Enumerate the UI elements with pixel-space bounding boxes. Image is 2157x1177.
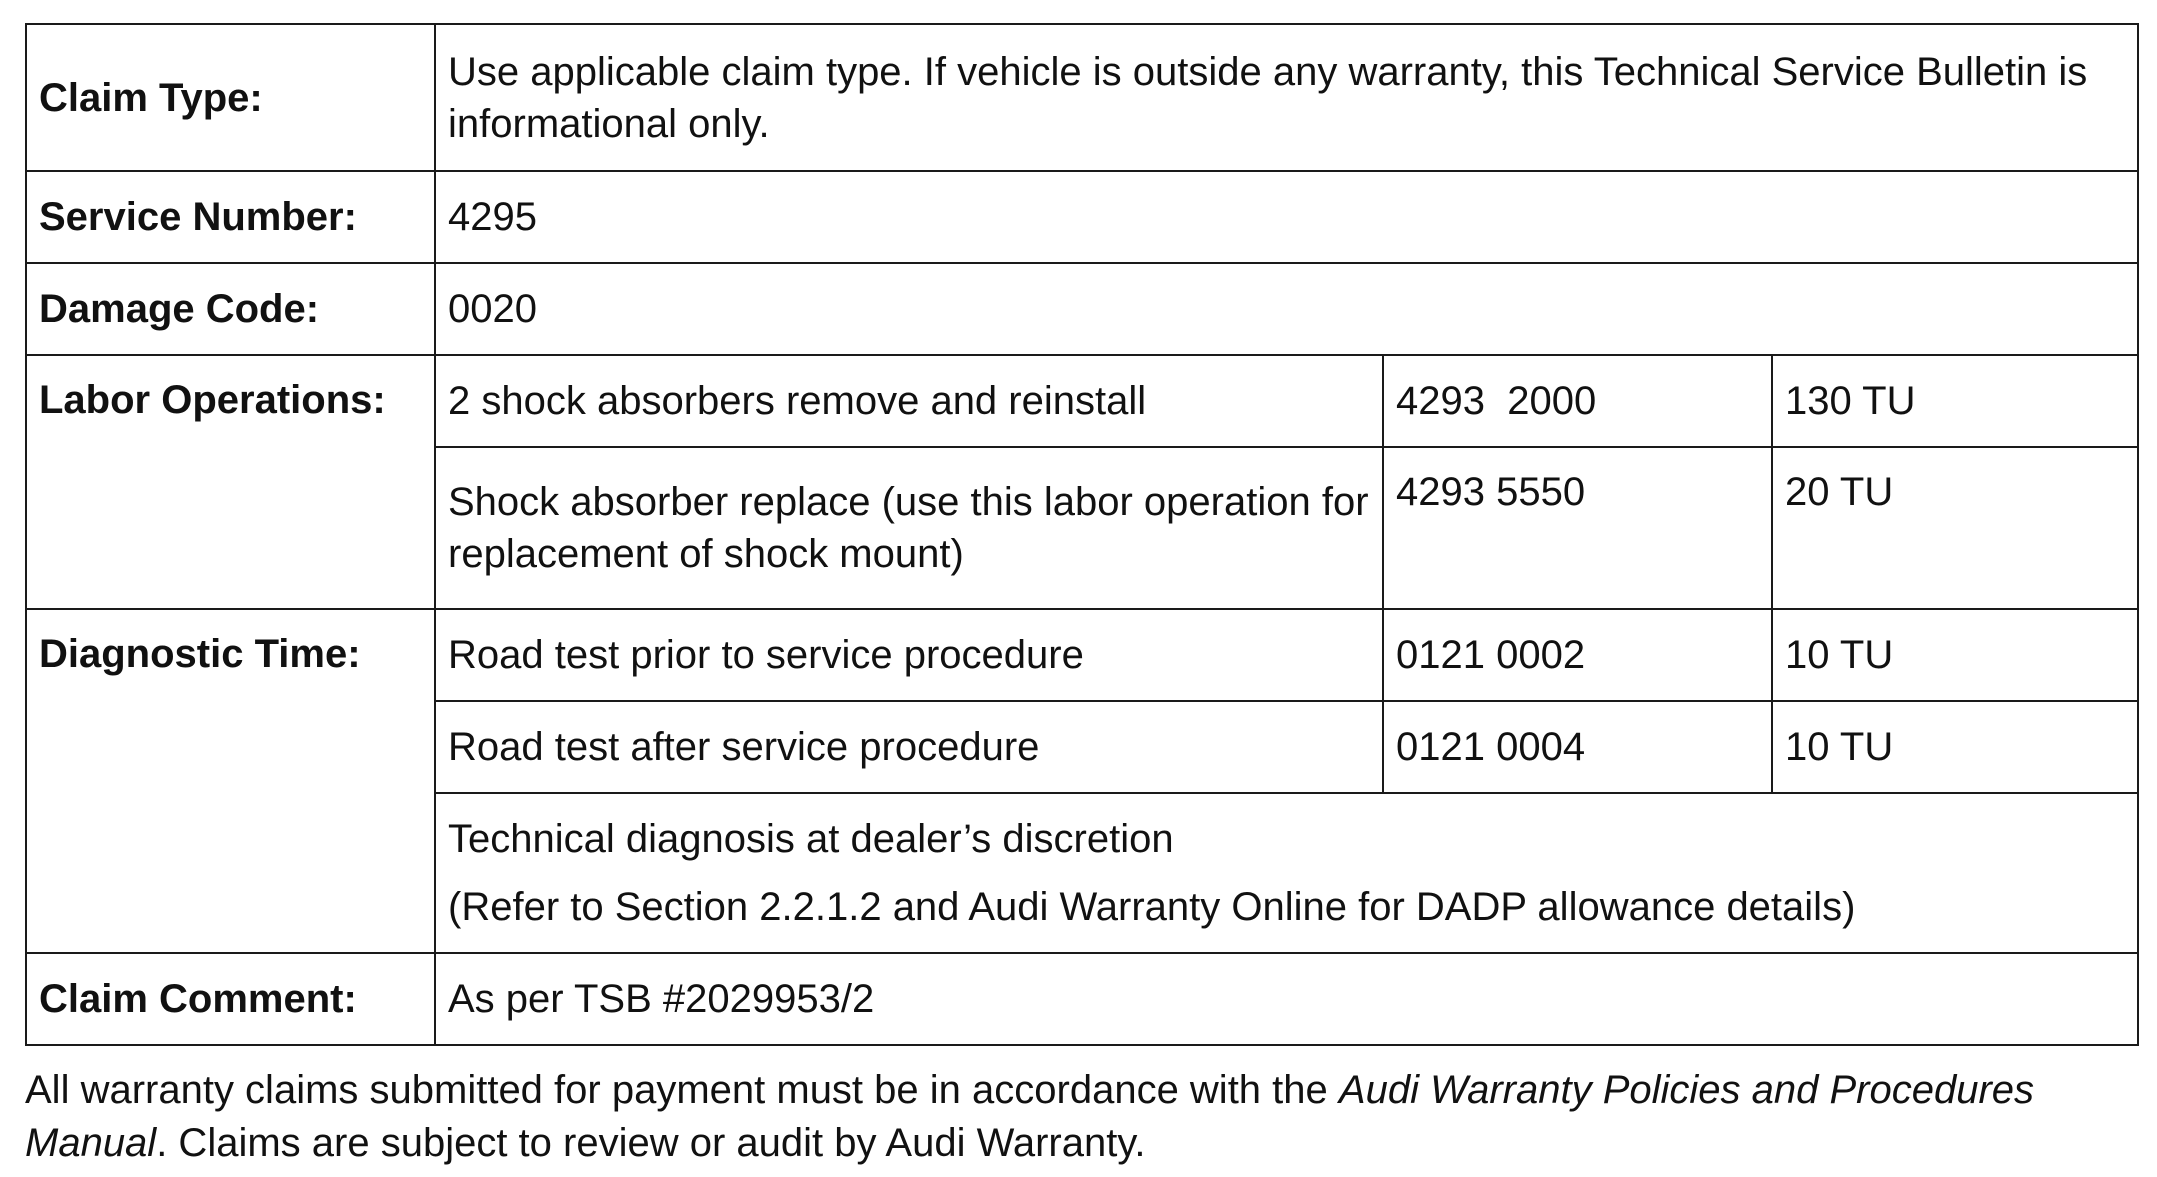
labor-operation-description: 2 shock absorbers remove and reinstall — [435, 355, 1383, 447]
claim-type-value: Use applicable claim type. If vehicle is outside any warranty, this Technical Service Bulletin is informational only. — [435, 24, 2138, 171]
service-number-label: Service Number: — [26, 171, 435, 263]
claim-type-label: Claim Type: — [26, 24, 435, 171]
diagnostic-discretion-reference: (Refer to Section 2.2.1.2 and Audi Warranty Online for DADP allowance details) — [448, 885, 1856, 929]
diagnostic-description: Road test prior to service procedure — [435, 609, 1383, 701]
labor-operation-description: Shock absorber replace (use this labor operation for replacement of shock mount) — [435, 447, 1383, 609]
diagnostic-code: 0121 0002 — [1383, 609, 1772, 701]
diagnostic-code: 0121 0004 — [1383, 701, 1772, 793]
claim-comment-label: Claim Comment: — [26, 953, 435, 1045]
claim-comment-value: As per TSB #2029953/2 — [435, 953, 2138, 1045]
claim-type-row — [26, 24, 2138, 171]
labor-operation-code: 4293 2000 — [1383, 355, 1772, 447]
damage-code-value: 0020 — [435, 263, 2138, 355]
claim-comment-row — [26, 953, 2138, 1045]
footer-text-after: . Claims are subject to review or audit by Audi Warranty. — [156, 1121, 1146, 1165]
labor-operation-time: 20 TU — [1772, 447, 2138, 609]
damage-code-label: Damage Code: — [26, 263, 435, 355]
warranty-document — [25, 23, 2137, 1170]
service-number-row — [26, 171, 2138, 263]
labor-operation-row — [26, 355, 2138, 447]
diagnostic-discretion-text: Technical diagnosis at dealer’s discretion — [448, 817, 1174, 861]
diagnostic-time-label: Diagnostic Time: — [26, 609, 435, 953]
diagnostic-row — [26, 609, 2138, 701]
diagnostic-description: Road test after service procedure — [435, 701, 1383, 793]
labor-operation-time: 130 TU — [1772, 355, 2138, 447]
labor-operations-label: Labor Operations: — [26, 355, 435, 609]
footer-manual-title: Audi Warranty Policies and Procedures Manual — [25, 1068, 2035, 1165]
footer-text-before: All warranty claims submitted for payment must be in accordance with the — [25, 1068, 1339, 1112]
diagnostic-time-value: 10 TU — [1772, 609, 2138, 701]
warranty-claim-table — [25, 23, 2139, 1046]
service-number-value: 4295 — [435, 171, 2138, 263]
damage-code-row — [26, 263, 2138, 355]
warranty-footer-note — [25, 1064, 2137, 1170]
diagnostic-discretion-cell — [435, 793, 2138, 953]
diagnostic-time-value: 10 TU — [1772, 701, 2138, 793]
labor-operation-code: 4293 5550 — [1383, 447, 1772, 609]
